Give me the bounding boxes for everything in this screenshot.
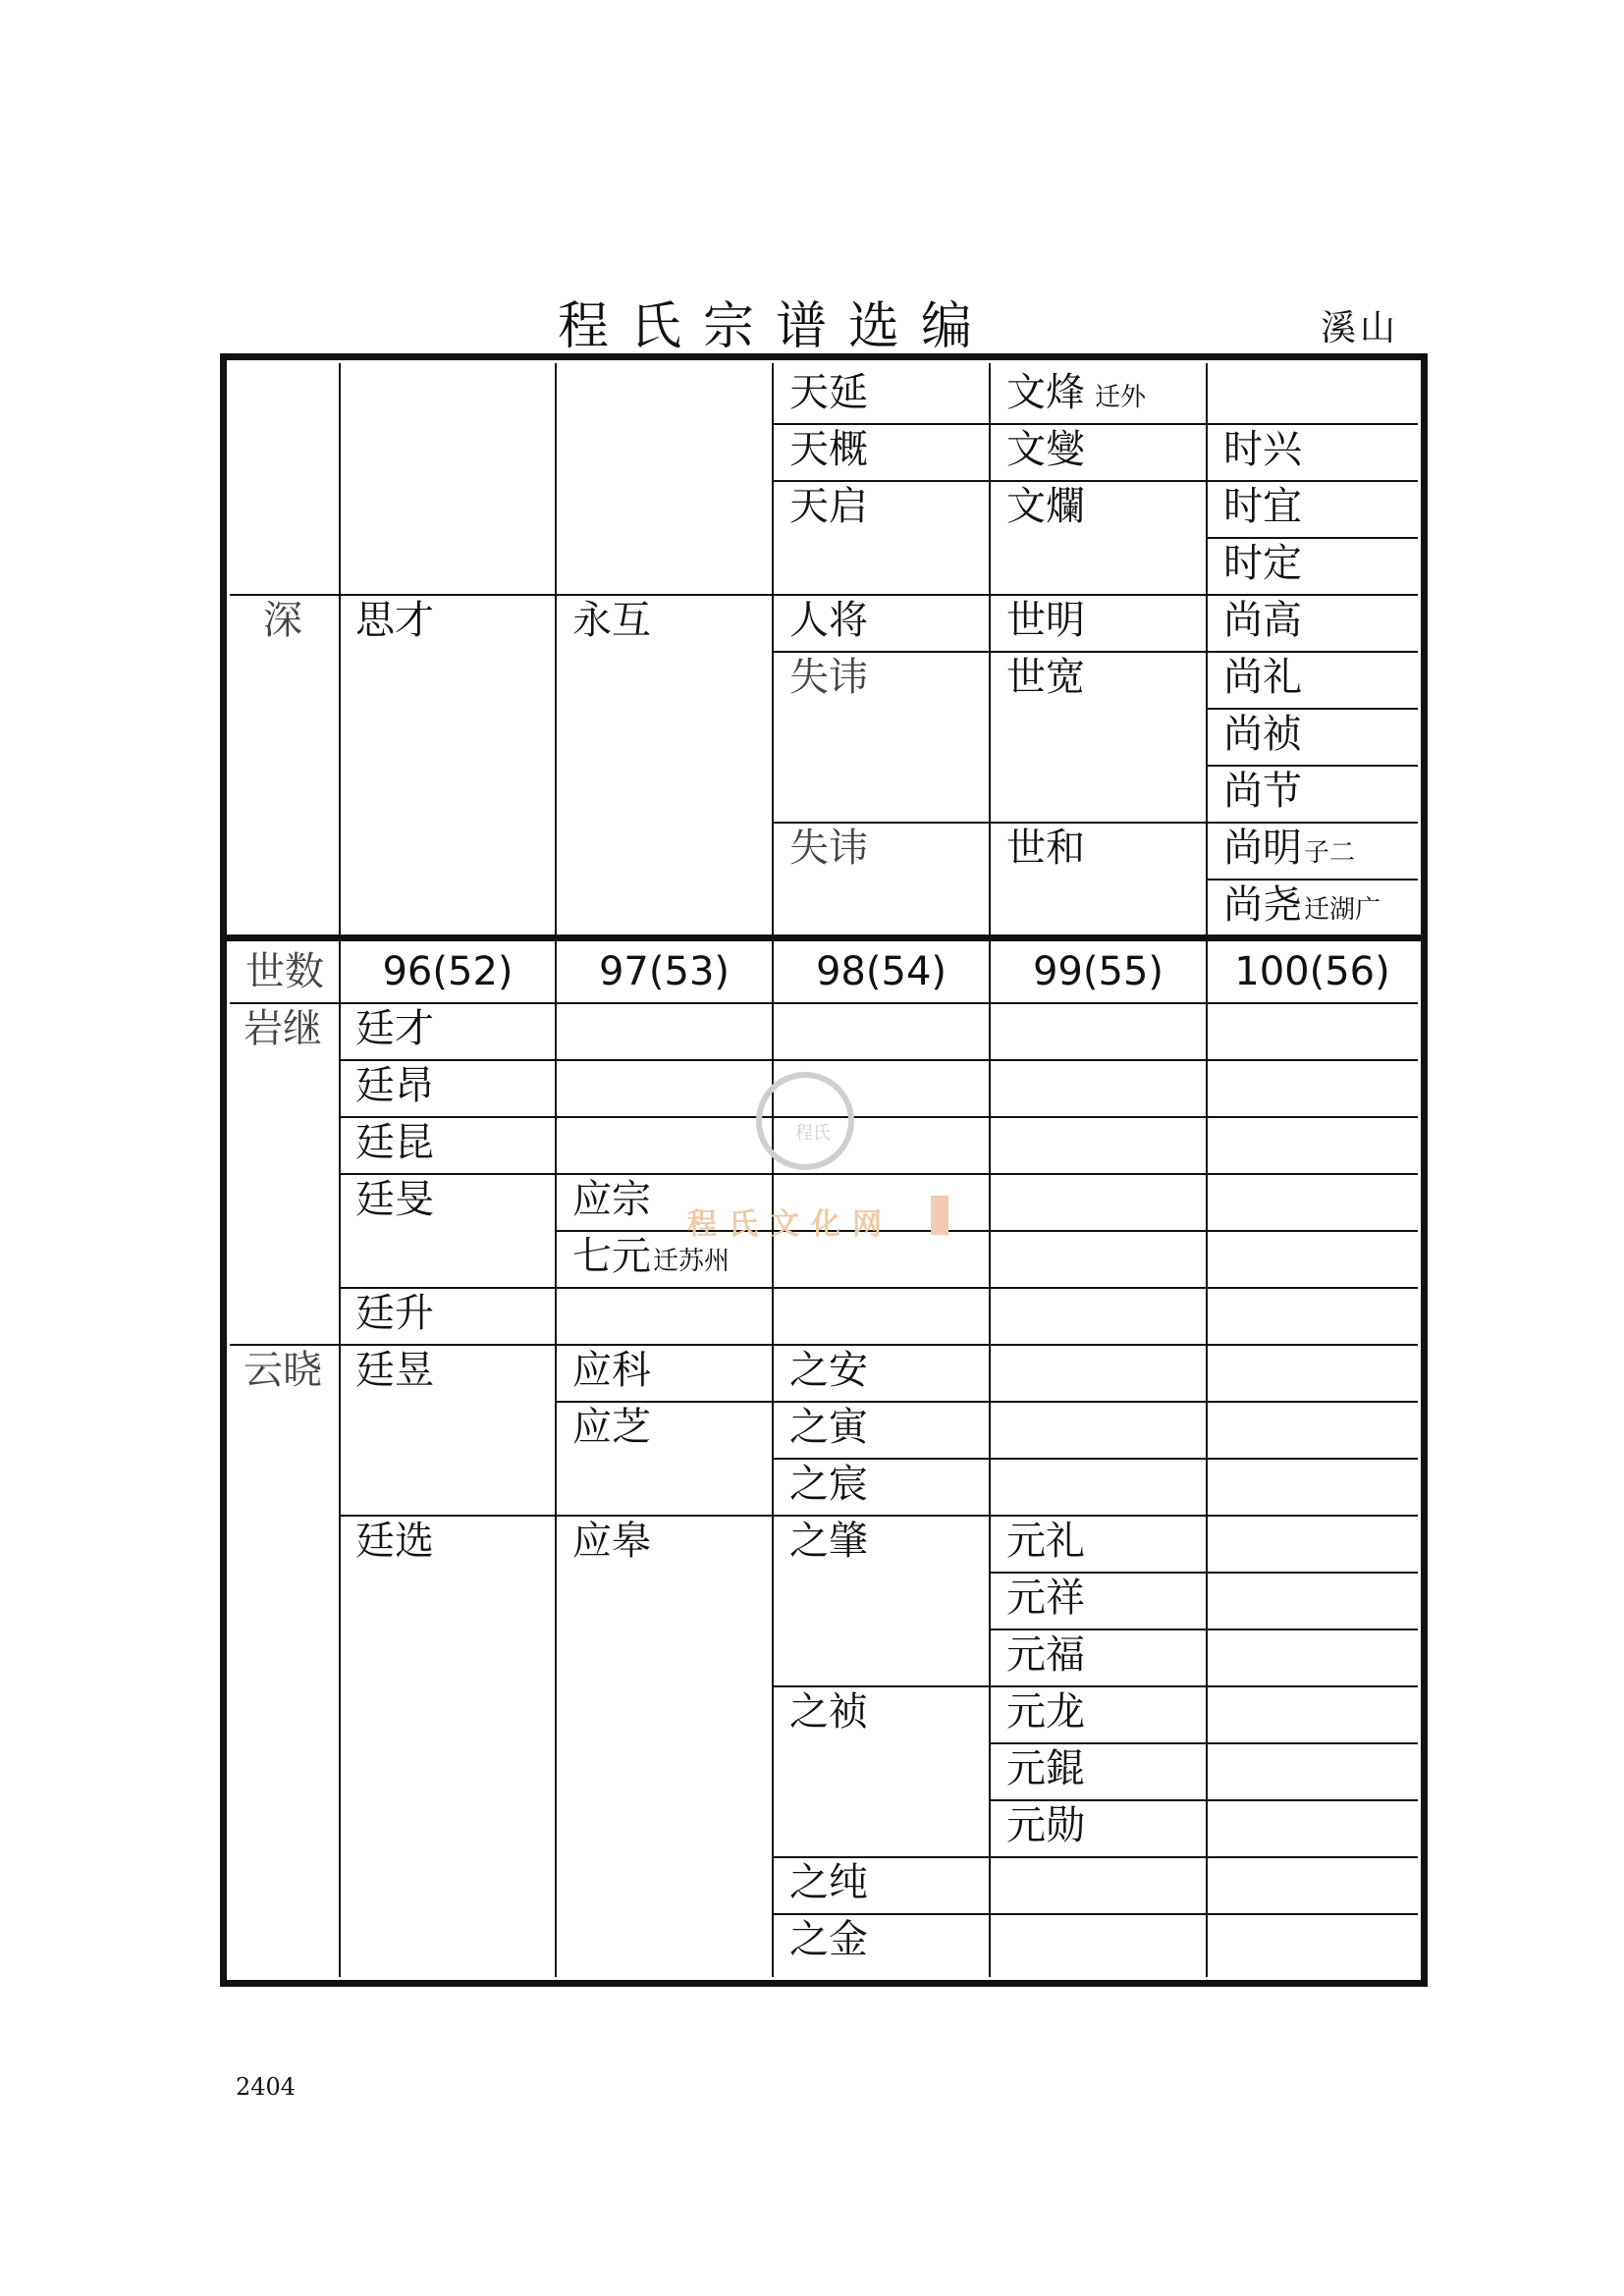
- name-cell: 廷选: [355, 1519, 434, 1564]
- name-cell: 廷昂: [355, 1063, 434, 1108]
- name-cell: 天概: [789, 427, 868, 472]
- watermark-seal-text: 程氏: [795, 1123, 831, 1144]
- watermark-seal: [756, 1072, 854, 1170]
- name-cell: 应芝: [572, 1405, 651, 1450]
- name-cell: 天启: [789, 484, 868, 529]
- name-cell: 尚祯: [1223, 712, 1302, 757]
- migration-note: 迁湖广: [1304, 895, 1381, 925]
- name-cell: 尚节: [1223, 769, 1302, 814]
- name-cell: 时宜: [1223, 484, 1302, 529]
- name-cell: 元福: [1006, 1632, 1085, 1678]
- name-text: 文烽: [1006, 370, 1085, 415]
- name-cell: 之金: [789, 1917, 868, 1962]
- name-cell: 失讳: [789, 655, 868, 700]
- name-cell: 永互: [572, 598, 651, 643]
- branch-label: 云晓: [244, 1348, 322, 1393]
- name-cell: 失讳: [789, 826, 868, 871]
- name-cell: 之寅: [789, 1405, 868, 1450]
- children-note: 子二: [1304, 838, 1356, 868]
- name-cell: 应宗: [572, 1177, 651, 1222]
- name-cell: 思才: [355, 598, 434, 643]
- page-number: 2404: [236, 2073, 297, 2101]
- migration-note: 迁苏州: [653, 1247, 731, 1276]
- name-cell: 应皋: [572, 1519, 651, 1564]
- generation-header: 98(54): [815, 949, 947, 994]
- name-cell: 尚礼: [1223, 655, 1302, 700]
- name-cell: 世明: [1006, 598, 1085, 643]
- watermark-text: 程氏文化网: [687, 1207, 893, 1242]
- name-cell: 尚高: [1223, 598, 1302, 643]
- name-cell: 元錕: [1006, 1746, 1085, 1791]
- name-cell: 时定: [1223, 541, 1302, 586]
- name-cell: [572, 1234, 731, 1279]
- name-cell: 应科: [572, 1348, 651, 1393]
- generation-header: 99(55): [1032, 949, 1164, 994]
- watermark-stamp: [931, 1196, 948, 1235]
- name-cell: 天延: [789, 370, 868, 415]
- name-cell: 廷昆: [355, 1120, 434, 1165]
- migration-note: 迁外: [1095, 383, 1147, 412]
- name-cell: 元礼: [1006, 1519, 1085, 1564]
- name-text: 尚明: [1223, 826, 1302, 871]
- name-cell: 廷升: [355, 1291, 434, 1336]
- name-cell: 廷昱: [355, 1348, 434, 1393]
- branch-label: 岩继: [244, 1006, 322, 1051]
- name-cell: 之安: [789, 1348, 868, 1393]
- name-cell: 之肇: [789, 1519, 868, 1564]
- name-cell: 元勋: [1006, 1803, 1085, 1848]
- name-cell: [1223, 826, 1356, 871]
- generation-header: 世数: [245, 949, 324, 994]
- page-title: 程氏宗谱选编: [557, 297, 994, 356]
- name-cell: 文燮: [1006, 427, 1085, 472]
- name-cell: [1006, 370, 1147, 415]
- name-cell: 文爛: [1006, 484, 1085, 529]
- name-text: 尚尧: [1223, 882, 1302, 928]
- name-cell: 人将: [789, 598, 868, 643]
- name-cell: 之纯: [789, 1860, 868, 1905]
- generation-header: 96(52): [382, 949, 514, 994]
- name-text: 七元: [572, 1234, 651, 1279]
- name-cell: 元龙: [1006, 1689, 1085, 1735]
- name-cell: 元祥: [1006, 1575, 1085, 1621]
- name-cell: 世宽: [1006, 655, 1085, 700]
- generation-header: 100(56): [1234, 949, 1390, 994]
- name-cell: 廷才: [355, 1006, 434, 1051]
- name-cell: 之宸: [789, 1462, 868, 1507]
- name-cell: 时兴: [1223, 427, 1302, 472]
- branch-label: 深: [263, 598, 302, 643]
- region-label: 溪山: [1321, 308, 1400, 348]
- name-cell: 廷旻: [355, 1177, 434, 1222]
- name-cell: 之祯: [789, 1689, 868, 1735]
- name-cell: 世和: [1006, 826, 1085, 871]
- generation-header: 97(53): [598, 949, 730, 994]
- name-cell: [1223, 882, 1381, 928]
